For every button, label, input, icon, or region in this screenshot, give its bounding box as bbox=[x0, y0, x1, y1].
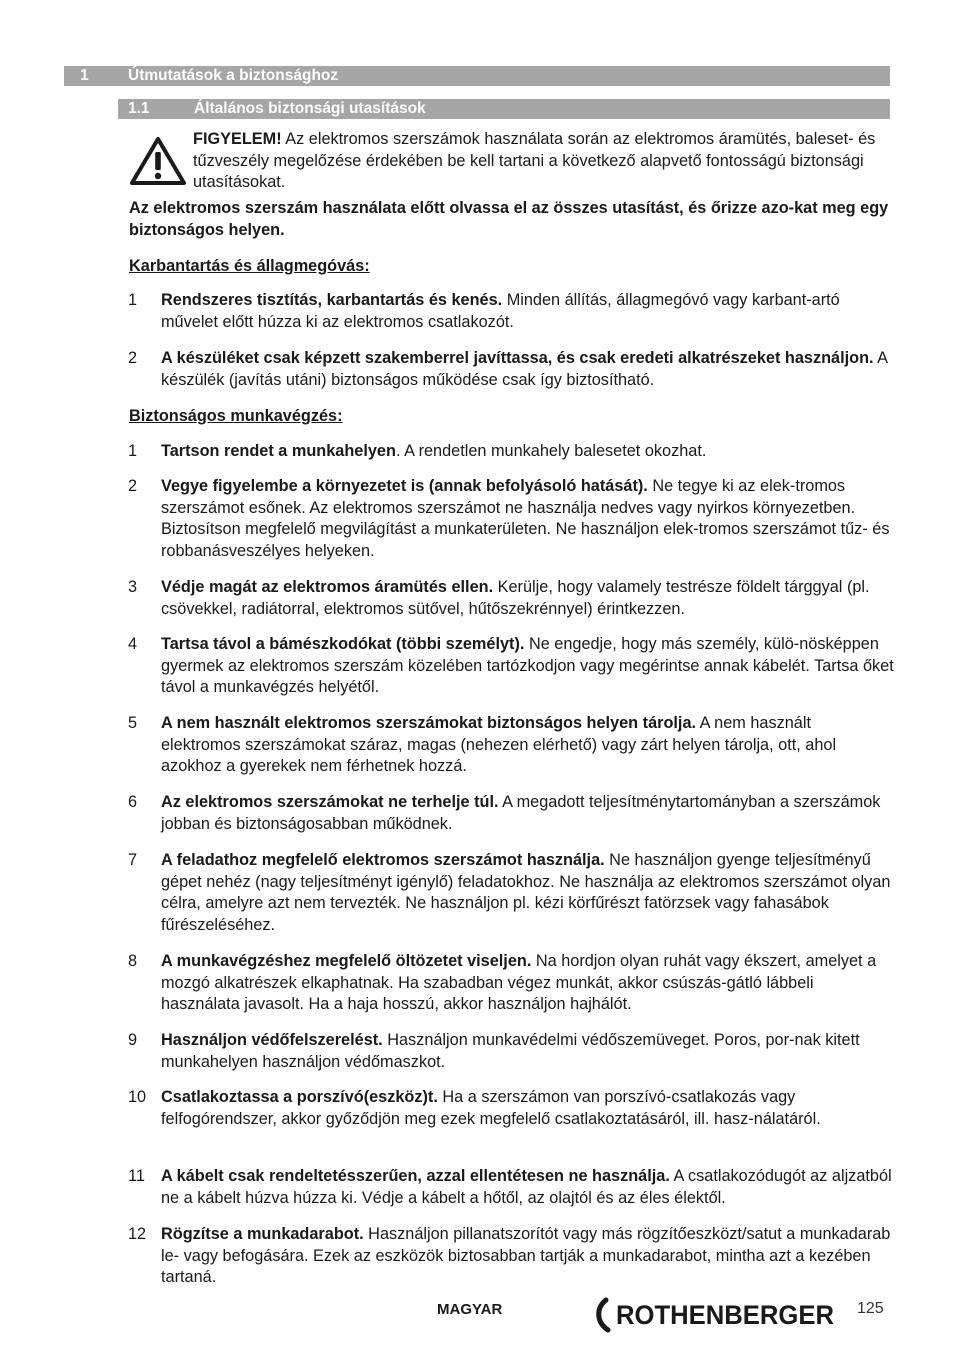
item-text: Ha a szerszámon van porszívó-csatlakozás vagy felfogórendszer, akkor győződjön meg ezek megfelelő csatlakoztatásáról, ill. hasz-nálatáról. bbox=[161, 1088, 821, 1128]
item-number: 1 bbox=[128, 291, 138, 309]
item-lead: A feladathoz megfelelő elektromos szerszámot használja. bbox=[161, 851, 605, 869]
section-header bbox=[64, 66, 890, 86]
item-text: Ne engedje, hogy más személy, külö-nösképpen gyermek az elektromos szerszám közelében tartózkodjon vagy megérintse annak kábelét. Tartsa őket távol a munkavégzés helyétől. bbox=[161, 635, 894, 696]
item-lead: A nem használt elektromos szerszámokat biztonságos helyen tárolja. bbox=[161, 714, 697, 732]
warning-body: Az elektromos szerszámok használata során az elektromos áramütés, baleset- és tűzveszély megelőzése érdekében be kell tartani a következő alapvető fontosságú biztonsági utasításokat. bbox=[193, 130, 876, 191]
item-lead: Az elektromos szerszámokat ne terhelje túl. bbox=[161, 793, 499, 811]
item-text: Minden állítás, állagmegóvó vagy karbant-artó művelet előtt húzza ki az elektromos csatlakozót. bbox=[161, 291, 840, 331]
list-item bbox=[128, 713, 894, 778]
item-number: 2 bbox=[128, 477, 138, 495]
item-number: 4 bbox=[128, 635, 138, 653]
list-item bbox=[128, 951, 894, 1016]
list-item bbox=[128, 792, 894, 835]
subsection-number: 1.1 bbox=[128, 100, 150, 117]
item-lead: A készüléket csak képzett szakemberrel javíttassa, és csak eredeti alkatrészeket használjon. bbox=[161, 349, 874, 367]
warning-lead: FIGYELEM! bbox=[193, 130, 282, 148]
list-item bbox=[128, 441, 894, 463]
list-item bbox=[128, 290, 894, 333]
maintenance-heading: Karbantartás és állagmegóvás: bbox=[129, 257, 370, 275]
item-number: 5 bbox=[128, 714, 138, 732]
item-lead: A munkavégzéshez megfelelő öltözetet viseljen. bbox=[161, 952, 532, 970]
item-number: 8 bbox=[128, 952, 138, 970]
item-lead: Csatlakoztassa a porszívó(eszköz)t. bbox=[161, 1088, 438, 1106]
page-number: 125 bbox=[857, 1300, 884, 1317]
warning-triangle-icon bbox=[128, 135, 188, 187]
list-item bbox=[128, 634, 894, 699]
item-lead: Rögzítse a munkadarabot. bbox=[161, 1225, 364, 1243]
item-text: A megadott teljesítménytartományban a szerszámok jobban és biztonságosabban működnek. bbox=[161, 793, 881, 833]
item-number: 7 bbox=[128, 851, 138, 869]
list-item bbox=[128, 1166, 894, 1209]
intro-paragraph: Az elektromos szerszám használata előtt olvassa el az összes utasítást, és őrizze azo-kat meg egy biztonságos helyen. bbox=[129, 199, 889, 239]
item-text: Használjon munkavédelmi védőszemüveget. Poros, por-nak kitett munkahelyen használjon védőmaszkot. bbox=[161, 1031, 860, 1071]
warning-text bbox=[193, 129, 893, 194]
item-number: 1 bbox=[128, 442, 138, 460]
item-text: Ne használjon gyenge teljesítményű gépet nehéz (nagy teljesítményt igénylő) feladatokhoz. Ne használja az elektromos szerszámot olyan célra, amelyre azt nem tervezték. Ne használjon pl. kézi körfűrészt fatörzsek vagy fahasábok fűrészeléséhez. bbox=[161, 851, 891, 934]
item-text: . A rendetlen munkahely balesetet okozhat. bbox=[395, 442, 707, 460]
item-text: Kerülje, hogy valamely testrésze földelt tárggyal (pl. csövekkel, radiátorral, elektromos sütővel, hűtőszekrénnyel) érintkezzen. bbox=[161, 578, 870, 618]
list-item bbox=[128, 850, 894, 936]
section-title: Útmutatások a biztonsághoz bbox=[128, 67, 339, 84]
item-text: Na hordjon olyan ruhát vagy ékszert, amelyet a mozgó alkatrészek elkaphatnak. Ha szabadban végez munkát, akkor csúszás-gátló lábbeli használata javasolt. Ha a haja hosszú, akkor használjon hajhálót. bbox=[161, 952, 877, 1013]
section-number: 1 bbox=[80, 67, 89, 84]
item-text: A készülék (javítás utáni) biztonságos működése csak így biztosítható. bbox=[161, 349, 888, 389]
list-item bbox=[128, 476, 894, 562]
list-item bbox=[128, 348, 894, 391]
item-text: A nem használt elektromos szerszámokat száraz, magas (nehezen elérhető) vagy zárt helyen tárolja, ott, ahol azokhoz a gyerekek nem férhetnek hozzá. bbox=[161, 714, 837, 775]
list-item bbox=[128, 577, 894, 620]
safework-heading: Biztonságos munkavégzés: bbox=[129, 407, 343, 425]
item-number: 10 bbox=[128, 1088, 147, 1106]
item-text: Használjon pillanatszorítót vagy más rögzítőeszközt/satut a munkadarab le- vagy befogására. Ezek az eszközök biztosabban tartják a munkadarabot, mintha azt a kezében tartaná. bbox=[161, 1225, 891, 1286]
item-number: 2 bbox=[128, 349, 138, 367]
item-number: 9 bbox=[128, 1031, 138, 1049]
item-lead: A kábelt csak rendeltetésszerűen, azzal ellentétesen ne használja. bbox=[161, 1167, 670, 1185]
rothenberger-logo bbox=[594, 1294, 840, 1334]
item-number: 6 bbox=[128, 793, 138, 811]
item-lead: Használjon védőfelszerelést. bbox=[161, 1031, 383, 1049]
item-number: 3 bbox=[128, 578, 138, 596]
item-number: 12 bbox=[128, 1225, 147, 1243]
item-lead: Tartson rendet a munkahelyen bbox=[161, 442, 396, 460]
item-lead: Védje magát az elektromos áramütés ellen. bbox=[161, 578, 494, 596]
item-lead: Tartsa távol a bámészkodókat (többi személyt). bbox=[161, 635, 525, 653]
list-item bbox=[128, 1224, 894, 1289]
item-number: 11 bbox=[128, 1167, 145, 1185]
list-item bbox=[128, 1087, 894, 1130]
item-text: Ne tegye ki az elek-tromos szerszámot esőnek. Az elektromos szerszámot ne használja nedves vagy nyirkos környezetben. Biztosítson megfelelő megvilágítást a munkaterületen. Ne használjon elek-tromos szerszámot tűz- és robbanásveszélyes helyeken. bbox=[161, 477, 890, 560]
subsection-header bbox=[118, 99, 890, 119]
footer-language: MAGYAR bbox=[437, 1301, 503, 1318]
subsection-title: Általános biztonsági utasítások bbox=[194, 100, 426, 117]
item-lead: Rendszeres tisztítás, karbantartás és kenés. bbox=[161, 291, 503, 309]
logo-wordmark: ROTHENBERGER bbox=[616, 1300, 834, 1330]
item-text: A csatlakozódugót az aljzatból ne a kábelt húzva húzza ki. Védje a kábelt a hőtől, az olajtól és az éles élektől. bbox=[161, 1167, 892, 1207]
item-lead: Vegye figyelembe a környezetet is (annak befolyásoló hatását). bbox=[161, 477, 648, 495]
list-item bbox=[128, 1030, 894, 1073]
